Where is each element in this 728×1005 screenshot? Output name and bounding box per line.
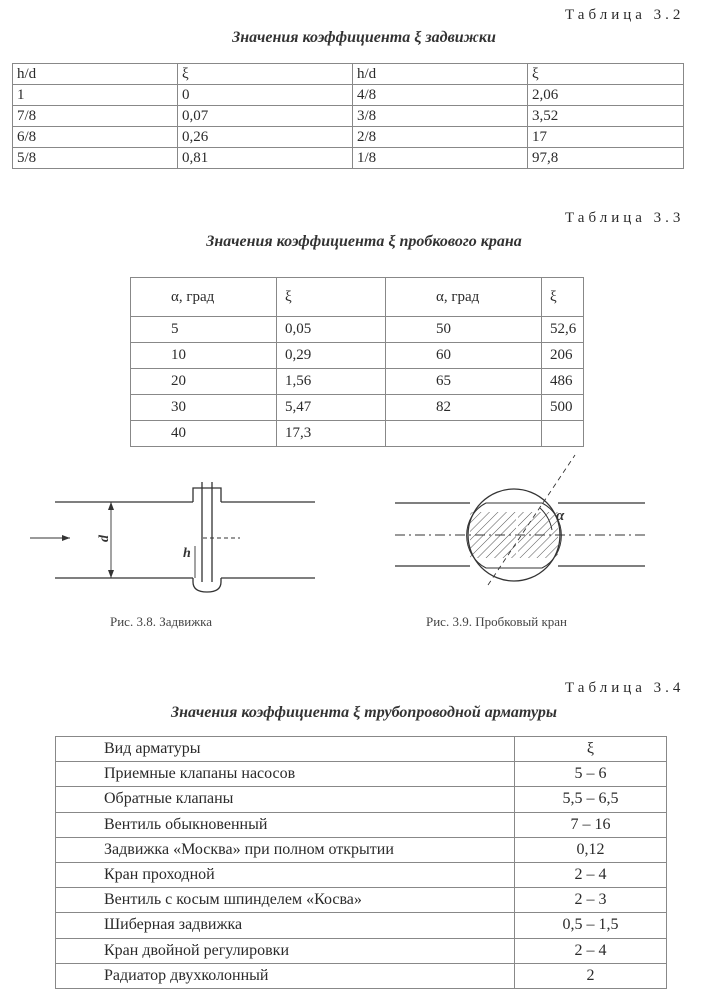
- table-cell: 5,47: [277, 395, 386, 421]
- table-cell: Кран проходной: [56, 862, 515, 887]
- table-cell: 0,07: [178, 106, 353, 127]
- table-3-3: [130, 277, 584, 447]
- table-cell: 0,26: [178, 127, 353, 148]
- table-cell: Радиатор двухколонный: [56, 963, 515, 988]
- table-3-4-number: Таблица 3.4: [565, 680, 685, 696]
- table-cell: 4/8: [353, 85, 528, 106]
- table-cell: 2 – 4: [515, 862, 667, 887]
- table-row: [56, 837, 667, 862]
- table-cell: 50: [386, 317, 542, 343]
- table-cell: Задвижка «Москва» при полном открытии: [56, 837, 515, 862]
- table-cell: 500: [542, 395, 584, 421]
- fig-3-9-caption: Рис. 3.9. Пробковый кран: [426, 614, 567, 629]
- table-row: [56, 812, 667, 837]
- table-cell: 20: [131, 369, 277, 395]
- table-cell: 5,5 – 6,5: [515, 787, 667, 812]
- table-cell: 3/8: [353, 106, 528, 127]
- table-row: [13, 106, 684, 127]
- header-cell: α, град: [386, 278, 542, 317]
- table-cell: Вентиль обыкновенный: [56, 812, 515, 837]
- table-cell: 65: [386, 369, 542, 395]
- table-3-2: [12, 63, 684, 169]
- table-row: [131, 317, 584, 343]
- table-cell: 0,81: [178, 148, 353, 169]
- table-cell: 206: [542, 343, 584, 369]
- table-cell: Шиберная задвижка: [56, 913, 515, 938]
- table-cell: 0,5 – 1,5: [515, 913, 667, 938]
- table-cell: 5 – 6: [515, 762, 667, 787]
- table-row: [13, 85, 684, 106]
- table-cell: 6/8: [13, 127, 178, 148]
- table-row: [56, 787, 667, 812]
- table-3-3-number: Таблица 3.3: [565, 210, 685, 226]
- table-row: [56, 762, 667, 787]
- table-row: [131, 395, 584, 421]
- table-cell: 10: [131, 343, 277, 369]
- header-cell: h/d: [13, 64, 178, 85]
- table-cell: 7/8: [13, 106, 178, 127]
- header-cell: α, град: [131, 278, 277, 317]
- header-cell: ξ: [542, 278, 584, 317]
- table-cell: Обратные клапаны: [56, 787, 515, 812]
- table-3-3-title: Значения коэффициента ξ пробкового крана: [206, 233, 522, 250]
- table-cell: 0,12: [515, 837, 667, 862]
- table-cell: 2,06: [528, 85, 684, 106]
- table-3-2-title: Значения коэффициента ξ задвижки: [232, 29, 496, 46]
- header-cell: Вид арматуры: [56, 737, 515, 762]
- table-cell: Приемные клапаны насосов: [56, 762, 515, 787]
- table-cell: [386, 421, 542, 447]
- table-cell: 1/8: [353, 148, 528, 169]
- table-row: [13, 127, 684, 148]
- table-cell: 30: [131, 395, 277, 421]
- label-alpha: α: [556, 508, 565, 524]
- table-cell: 5/8: [13, 148, 178, 169]
- table-cell: 17,3: [277, 421, 386, 447]
- table-cell: Вентиль с косым шпинделем «Косва»: [56, 888, 515, 913]
- table-3-4-title: Значения коэффициента ξ трубопроводной арматуры: [171, 704, 557, 721]
- table-cell: 7 – 16: [515, 812, 667, 837]
- table-header-row: [56, 737, 667, 762]
- table-cell: 40: [131, 421, 277, 447]
- plug-cock-figure: [390, 450, 660, 590]
- fig-3-8-caption: Рис. 3.8. Задвижка: [110, 614, 213, 629]
- table-cell: 0,05: [277, 317, 386, 343]
- table-cell: 2: [515, 963, 667, 988]
- table-cell: 0,29: [277, 343, 386, 369]
- table-row: [56, 862, 667, 887]
- table-cell: 97,8: [528, 148, 684, 169]
- header-cell: h/d: [353, 64, 528, 85]
- table-3-4: [55, 736, 667, 989]
- table-row: [56, 913, 667, 938]
- table-row: [13, 148, 684, 169]
- table-cell: 2 – 4: [515, 938, 667, 963]
- table-row: [131, 343, 584, 369]
- table-cell: 17: [528, 127, 684, 148]
- table-cell: 5: [131, 317, 277, 343]
- table-row: [56, 938, 667, 963]
- header-cell: ξ: [515, 737, 667, 762]
- label-h: h: [183, 546, 191, 561]
- header-cell: ξ: [178, 64, 353, 85]
- table-cell: 82: [386, 395, 542, 421]
- table-cell: 60: [386, 343, 542, 369]
- table-row: [131, 421, 584, 447]
- table-cell: 2/8: [353, 127, 528, 148]
- table-row: [56, 888, 667, 913]
- table-cell: [542, 421, 584, 447]
- table-cell: Кран двойной регулировки: [56, 938, 515, 963]
- table-cell: 486: [542, 369, 584, 395]
- header-cell: ξ: [277, 278, 386, 317]
- table-header-row: [13, 64, 684, 85]
- header-cell: ξ: [528, 64, 684, 85]
- table-row: [56, 963, 667, 988]
- table-cell: 1,56: [277, 369, 386, 395]
- table-row: [131, 369, 584, 395]
- table-cell: 2 – 3: [515, 888, 667, 913]
- gate-valve-figure: [25, 480, 325, 595]
- label-d: d: [97, 535, 112, 542]
- table-header-row: [131, 278, 584, 317]
- table-cell: 0: [178, 85, 353, 106]
- table-cell: 3,52: [528, 106, 684, 127]
- table-cell: 1: [13, 85, 178, 106]
- table-3-2-number: Таблица 3.2: [565, 7, 685, 23]
- table-cell: 52,6: [542, 317, 584, 343]
